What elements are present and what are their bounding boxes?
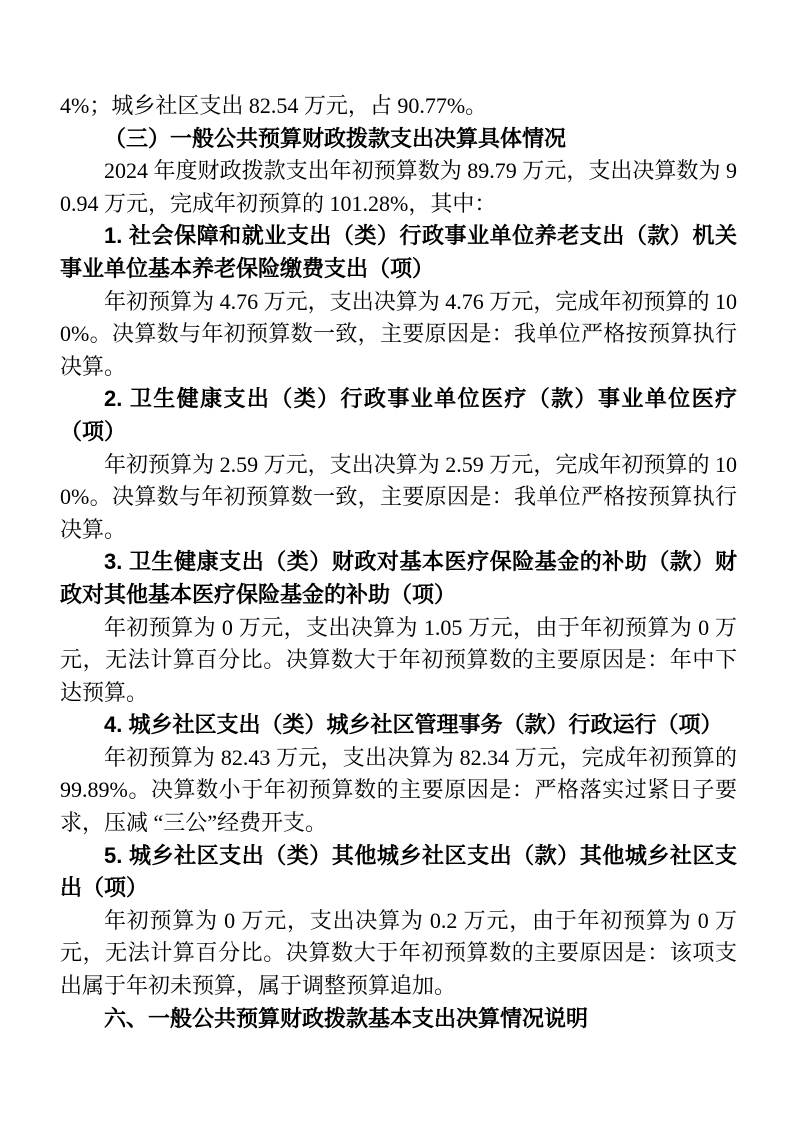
paragraph-item-3-detail: 年初预算为 0 万元，支出决算为 1.05 万元，由于年初预算为 0 万元，无法计算百分比。决算数大于年初预算数的主要原因是：年中下达预算。 (60, 614, 737, 705)
item-heading-1-social-security-employment: 1. 社会保障和就业支出（类）行政事业单位养老支出（款）机关事业单位基本养老保险缴费支出（项） (60, 223, 737, 281)
chapter-heading-6-basic-expenditure-statement: 六、一般公共预算财政拨款基本支出决算情况说明 (104, 1005, 589, 1031)
paragraph-item-4-detail: 年初预算为 82.43 万元，支出决算为 82.34 万元，完成年初预算的 99.89%。决算数小于年初预算数的主要原因是：严格落实过紧日子要求，压减 “三公”经费开支。 (60, 744, 737, 836)
item-heading-4-urban-community-admin: 4. 城乡社区支出（类）城乡社区管理事务（款）行政运行（项） (104, 712, 723, 738)
paragraph-item-5-detail: 年初预算为 0 万元，支出决算为 0.2 万元，由于年初预算为 0 万元，无法计算百分比。决算数大于年初预算数的主要原因是：该项支出属于年初未预算，属于调整预算追加。 (60, 907, 737, 999)
item-heading-3-health-insurance-subsidy: 3. 卫生健康支出（类）财政对基本医疗保险基金的补助（款）财政对其他基本医疗保险基金的补助（项） (60, 549, 737, 607)
paragraph-2024-budget-overview: 2024 年度财政拨款支出年初预算数为 89.79 万元，支出决算数为 90.94 万元，完成年初预算的 101.28%，其中： (60, 158, 737, 216)
item-heading-2-health-administrative-medical: 2. 卫生健康支出（类）行政事业单位医疗（款）事业单位医疗（项） (60, 386, 737, 444)
section-heading-general-public-budget-expenditure-details: （三）一般公共预算财政拨款支出决算具体情况 (104, 125, 567, 151)
paragraph-continuation-urban-community-expenditure: 4%；城乡社区支出 82.54 万元，占 90.77%。 (60, 93, 488, 118)
paragraph-item-1-detail: 年初预算为 4.76 万元，支出决算为 4.76 万元，完成年初预算的 100%。决算数与年初预算数一致，主要原因是：我单位严格按预算执行决算。 (60, 288, 737, 379)
paragraph-item-2-detail: 年初预算为 2.59 万元，支出决算为 2.59 万元，完成年初预算的 100%。决算数与年初预算数一致，主要原因是：我单位严格按预算执行决算。 (60, 451, 737, 542)
item-heading-5-other-urban-community: 5. 城乡社区支出（类）其他城乡社区支出（款）其他城乡社区支出（项） (60, 842, 737, 901)
